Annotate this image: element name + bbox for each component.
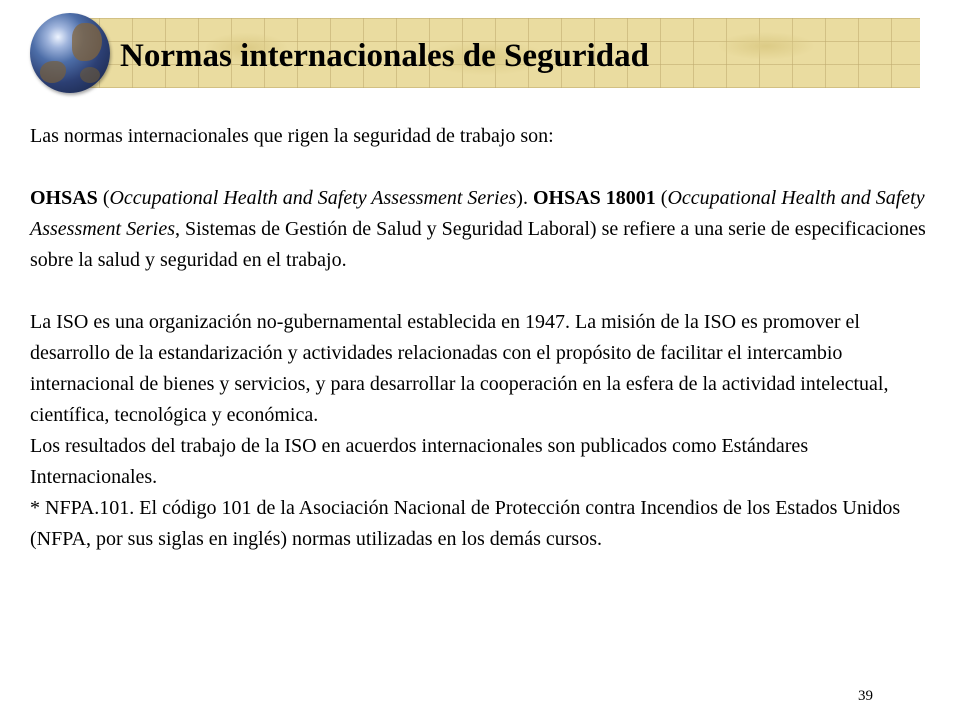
spacer bbox=[30, 152, 940, 183]
nfpa-paragraph: * NFPA.101. El código 101 de la Asociación Nacional de Protección contra Incendios de los Estados Unidos (NFPA, por sus siglas en inglés) normas utilizadas en los demás cursos. bbox=[30, 497, 901, 550]
globe-landmass bbox=[80, 67, 100, 83]
ohsas-18001-acronym: OHSAS 18001 bbox=[532, 187, 656, 209]
ohsas-acronym: OHSAS bbox=[30, 187, 98, 209]
spacer bbox=[30, 276, 940, 307]
ohsas-paren-close: ). bbox=[516, 187, 533, 209]
iso-paragraph: La ISO es una organización no-gubernamental establecida en 1947. La misión de la ISO es promover el desarrollo de la estandarización y actividades relacionadas con el propósito de facilitar el intercambio internacional de bienes y servicios, y para desarrollar la cooperación en la esfera de la actividad intelectual, científica, tecnológica y económica. bbox=[30, 311, 889, 426]
ohsas-description: , Sistemas de Gestión de Salud y Seguridad Laboral) se refiere a una serie de especificaciones sobre la salud y seguridad en el trabajo. bbox=[30, 218, 926, 271]
ohsas-paren-open: ( bbox=[97, 187, 110, 209]
ohsas-18001-paren-open: ( bbox=[655, 187, 668, 209]
ohsas-paragraph bbox=[30, 183, 940, 276]
intro-text: Las normas internacionales que rigen la seguridad de trabajo son: bbox=[30, 125, 554, 147]
globe-landmass bbox=[40, 61, 66, 83]
slide-body bbox=[30, 121, 940, 555]
globe-icon bbox=[30, 13, 110, 93]
page-number: 39 bbox=[858, 688, 873, 704]
iso-results-paragraph: Los resultados del trabajo de la ISO en acuerdos internacionales son publicados como Estándares Internacionales. bbox=[30, 435, 809, 488]
ohsas-full-name: Occupational Health and Safety Assessment Series bbox=[109, 187, 517, 209]
slide-title: Normas internacionales de Seguridad bbox=[120, 38, 649, 74]
globe-landmass bbox=[72, 23, 102, 61]
ohsas-18001-full-name: Occupational Health and Safety Assessment Series bbox=[30, 187, 925, 240]
